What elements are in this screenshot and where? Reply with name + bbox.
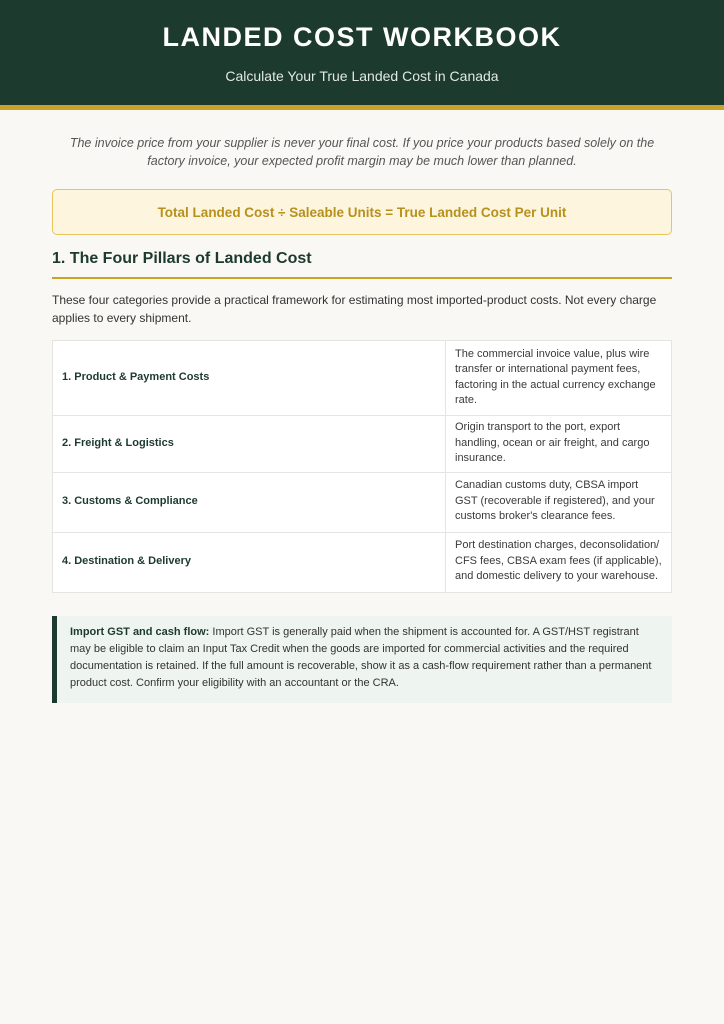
callout-body: Import GST is generally paid when the shipment is accounted for. A GST/HST registrant may be eligible to claim an Input Tax Credit when the goods are imported for commercial activities and the required documentation is retained. If the full amount is recoverable, show it as a cash-flow requirement rather than a permanent product cost. Confirm your eligibility with an accountant or the CRA. bbox=[70, 625, 652, 689]
pillar-description: Canadian customs duty, CBSA import GST (recoverable if registered), and your customs broker's clearance fees. bbox=[446, 472, 672, 532]
pillar-name: 2. Freight & Logistics bbox=[53, 416, 446, 473]
table-row bbox=[53, 416, 672, 473]
intro-text: The invoice price from your supplier is never your final cost. If you price your products based solely on the factory invoice, your expected profit margin may be much lower than planned. bbox=[69, 136, 655, 168]
gst-callout bbox=[52, 616, 672, 703]
main-content bbox=[0, 134, 724, 703]
pillar-description: The commercial invoice value, plus wire transfer or international payment fees, factoring in the actual currency exchange rate. bbox=[446, 341, 672, 416]
page-header bbox=[0, 0, 724, 110]
pillars-table bbox=[52, 340, 672, 593]
table-row bbox=[53, 472, 672, 532]
table-row bbox=[53, 341, 672, 416]
pillar-name: 4. Destination & Delivery bbox=[53, 532, 446, 592]
pillar-description: Port destination charges, deconsolidation/ CFS fees, CBSA exam fees (if applicable), and domestic delivery to your warehouse. bbox=[446, 532, 672, 592]
pillar-name: 1. Product & Payment Costs bbox=[53, 341, 446, 416]
section-title: 1. The Four Pillars of Landed Cost bbox=[52, 250, 672, 279]
callout-lead: Import GST and cash flow: bbox=[70, 625, 210, 638]
formula-box: Total Landed Cost ÷ Saleable Units = True Landed Cost Per Unit bbox=[52, 189, 672, 235]
page-title: LANDED COST WORKBOOK bbox=[162, 22, 562, 52]
pillar-name: 3. Customs & Compliance bbox=[53, 472, 446, 532]
table-row bbox=[53, 532, 672, 592]
section-description: These four categories provide a practical framework for estimating most imported-product costs. Not every charge applies to every shipment. bbox=[52, 293, 657, 325]
page-subtitle: Calculate Your True Landed Cost in Canada bbox=[225, 68, 499, 84]
pillar-description: Origin transport to the port, export handling, ocean or air freight, and cargo insurance. bbox=[446, 416, 672, 473]
